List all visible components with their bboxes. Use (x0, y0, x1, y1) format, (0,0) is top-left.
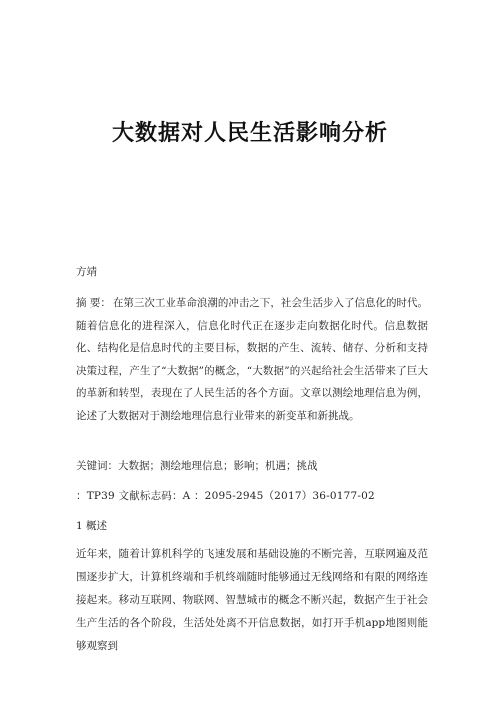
keywords (76, 458, 428, 473)
abstract-label: 摘 要： (76, 297, 111, 309)
classification-line: ：TP39 文献标志码：A ：2095-2945（2017）36-0177-02 (76, 490, 375, 502)
body-paragraph: 近年来，随着计算机科学的飞速发展和基础设施的不断完善，互联网遍及范围逐步扩大，计算机终端和手机终端随时能够通过无线网络和有限的网络连接起来。移动互联网、物联网、智慧城市的概念不断兴起，数据产生于社会生产生活的各个阶段，生活处处离不开信息数据，如打开手机app地图则能够观察到 (76, 548, 428, 652)
paper-title: 大数据对人民生活影响分析 (111, 120, 388, 146)
keywords-text: 大数据；测绘地理信息；影响；机遇；挑战 (118, 460, 318, 472)
abstract (76, 292, 428, 427)
keywords-label: 关键词： (76, 460, 118, 472)
abstract-text: 在第三次工业革命浪潮的冲击之下，社会生活步入了信息化的时代。随着信息化的进程深入，信息化时代正在逐步走向数据化时代。信息数据化、结构化是信息时代的主要目标，数据的产生、流转、储存、分析和支持决策过程，产生了“大数据”的概念，“大数据”的兴起给社会生活带来了巨大的革新和转型，表现在了人民生活的各个方面。文章以测绘地理信息为例，论述了大数据对于测绘地理信息行业带来的新变革和新挑战。 (76, 297, 428, 422)
section-heading: 1 概述 (76, 520, 108, 532)
author-name: 方靖 (76, 266, 97, 278)
